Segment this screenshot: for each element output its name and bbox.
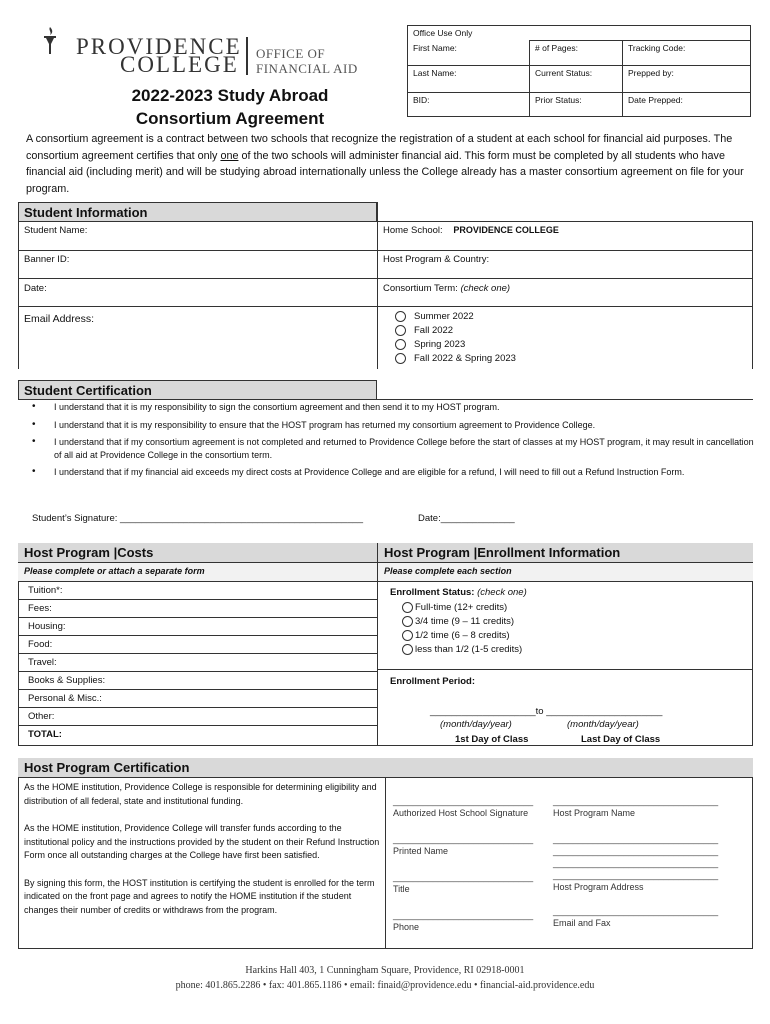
office-tracking: Tracking Code:	[623, 41, 751, 66]
cost-travel[interactable]: Travel:	[18, 654, 377, 672]
cost-housing[interactable]: Housing:	[18, 618, 377, 636]
signature-line: ____________________________	[393, 872, 534, 882]
host-cert-divider	[385, 778, 386, 949]
email-fax-field[interactable]	[553, 906, 718, 928]
signature-line: _________________________________	[553, 796, 719, 806]
host-program-name-field[interactable]	[553, 796, 718, 818]
term-option[interactable]	[395, 310, 516, 324]
host-cert-header: Host Program Certification	[18, 758, 753, 778]
signature-line: ____________________________	[393, 796, 534, 806]
email-fax-label: Email and Fax	[553, 918, 611, 928]
intro-paragraph	[26, 131, 756, 197]
logo-office-line2: FINANCIAL AID	[256, 61, 358, 76]
home-school-value: PROVIDENCE COLLEGE	[453, 225, 559, 235]
costs-list	[18, 582, 377, 744]
signature-line: _________________________________	[553, 906, 719, 916]
office-first-name: First Name:	[408, 41, 530, 66]
certification-list	[22, 401, 754, 484]
consortium-term	[383, 283, 510, 294]
certification-item: • I understand that it is my responsibility to sign the consortium agreement and then send it to my HOST program.	[22, 401, 754, 414]
title-line1: 2022-2023 Study Abroad	[131, 86, 329, 105]
intro-part1: A consortium agreement is a contract between two schools that recognize the registration of a student at each school for financial aid purposes. The consortium agreement certifies that only	[26, 133, 733, 162]
last-day-label: Last Day of Class	[581, 734, 661, 745]
term-hint: (check one)	[460, 283, 511, 294]
radio-icon[interactable]	[395, 339, 406, 350]
title-label: Title	[393, 884, 410, 894]
radio-icon[interactable]	[395, 353, 406, 364]
office-last-name: Last Name:	[408, 66, 530, 93]
status-option-label: 3/4 time (9 – 11 credits)	[415, 616, 515, 627]
term-options	[395, 310, 516, 366]
email-field[interactable]: Email Address:	[24, 313, 95, 325]
office-use-header: Office Use Only	[408, 26, 751, 41]
intro-part2: of the two schools will administer financial aid. This form must be completed by all students who have financial aid (including merit) and will be studying abroad internationally unless the College already has a master consortium agreement on file for your program.	[26, 149, 744, 195]
certification-header: Student Certification	[18, 380, 377, 400]
signature-date-field[interactable]: Date:______________	[418, 513, 515, 524]
banner-id-field[interactable]: Banner ID:	[24, 254, 70, 265]
cost-personal[interactable]: Personal & Misc.:	[18, 690, 377, 708]
costs-subheader: Please complete or attach a separate form	[18, 563, 377, 582]
host-cert-p3: By signing this form, the HOST institution is certifying the student is enrolled for the term indicated on the front page and agrees to notify the HOME institution if the student changes their number of credits or withdraws from the program.	[24, 877, 375, 915]
radio-icon[interactable]	[402, 602, 413, 613]
office-pages: # of Pages:	[530, 41, 623, 66]
logo-divider	[246, 37, 248, 75]
printed-label: Printed Name	[393, 846, 449, 856]
student-info-divider	[377, 202, 378, 369]
office-bid: BID:	[408, 93, 530, 117]
office-use-table	[407, 25, 751, 117]
logo-providence: PROVIDENCE	[76, 34, 242, 59]
enrollment-subheader: Please complete each section	[377, 563, 753, 582]
status-option-label: less than 1/2 (1-5 credits)	[415, 644, 523, 655]
cost-tuition[interactable]: Tuition*:	[18, 582, 377, 600]
term-option-label: Fall 2022 & Spring 2023	[414, 353, 516, 364]
home-school-label: Home School:	[383, 225, 443, 236]
status-option[interactable]	[402, 615, 522, 629]
radio-icon[interactable]	[402, 644, 413, 655]
cost-books[interactable]: Books & Supplies:	[18, 672, 377, 690]
authorized-signature-field[interactable]	[393, 796, 533, 818]
status-option[interactable]	[402, 629, 522, 643]
home-school	[383, 225, 559, 236]
printed-name-field[interactable]	[393, 834, 533, 856]
phone-field[interactable]	[393, 910, 533, 932]
office-prepped-by: Prepped by:	[623, 66, 751, 93]
radio-icon[interactable]	[395, 325, 406, 336]
student-name-field[interactable]: Student Name:	[24, 225, 88, 236]
title-field[interactable]	[393, 872, 533, 894]
enrollment-status-label: Enrollment Status:	[390, 587, 475, 598]
signature-line: ____________________________	[393, 910, 534, 920]
enrollment-period-label: Enrollment Period:	[390, 676, 475, 687]
signature-line: _________________________________	[553, 834, 719, 844]
certification-item: • I understand that it is my responsibility to ensure that the HOST program has returned my consortium agreement to Providence College.	[22, 419, 754, 432]
authorized-label: Authorized Host School Signature	[393, 808, 529, 818]
certification-rule	[18, 399, 753, 400]
host-cert-p2: As the HOME institution, Providence College will transfer funds according to the institutional policy and the instructions provided by the student on their Refund Instruction Form once all outstanding charges at the College have first been satisfied.	[24, 823, 380, 860]
signature-line: _________________________________	[553, 858, 719, 868]
signature-line: _________________________________	[553, 846, 719, 856]
host-cert-p1: As the HOME institution, Providence College is responsible for determining eligibility and distribution of all federal, state and institutional funding.	[24, 782, 377, 806]
student-info-header: Student Information	[18, 202, 377, 222]
term-label: Consortium Term:	[383, 283, 458, 294]
host-program-field[interactable]: Host Program & Country:	[383, 254, 490, 265]
row-divider	[18, 306, 753, 307]
logo-college: COLLEGE	[120, 52, 239, 77]
office-prior-status: Prior Status:	[530, 93, 623, 117]
mdy-end: (month/day/year)	[567, 719, 639, 730]
term-option[interactable]	[395, 338, 516, 352]
certification-item: • I understand that if my financial aid exceeds my direct costs at Providence College and are eligible for a refund, I will need to fill out a Refund Instruction Form.	[22, 466, 754, 479]
term-option[interactable]	[395, 352, 516, 366]
enrollment-period-field[interactable]: ____________________to ______________________	[430, 706, 663, 717]
row-divider	[18, 250, 753, 251]
cost-fees[interactable]: Fees:	[18, 600, 377, 618]
enrollment-header: Host Program |Enrollment Information	[377, 543, 753, 563]
office-current-status: Current Status:	[530, 66, 623, 93]
enrollment-status	[390, 587, 527, 598]
radio-icon[interactable]	[402, 616, 413, 627]
status-option[interactable]	[402, 601, 522, 615]
logo-office	[256, 46, 358, 76]
status-option[interactable]	[402, 643, 522, 657]
cost-food[interactable]: Food:	[18, 636, 377, 654]
logo-office-line1: OFFICE OF	[256, 46, 326, 61]
footer-contact: phone: 401.865.2286 • fax: 401.865.1186 • email: finaid@providence.edu • financial-aid.providence.edu	[175, 980, 595, 991]
intro-emphasis: one	[220, 149, 239, 162]
office-date-prepped: Date Prepped:	[623, 93, 751, 117]
enrollment-rule	[377, 669, 753, 670]
term-option-label: Summer 2022	[414, 311, 474, 322]
footer-address: Harkins Hall 403, 1 Cunningham Square, Providence, RI 02918-0001	[245, 965, 525, 976]
host-program-divider	[377, 582, 378, 746]
term-option[interactable]	[395, 324, 516, 338]
page-title	[80, 84, 380, 130]
host-cert-text	[24, 781, 382, 917]
host-name-label: Host Program Name	[553, 808, 636, 818]
enrollment-status-options	[402, 601, 522, 657]
term-option-label: Spring 2023	[414, 339, 466, 350]
costs-header: Host Program |Costs	[18, 543, 377, 563]
student-info-box	[18, 221, 753, 369]
term-option-label: Fall 2022	[414, 325, 454, 336]
status-option-label: Full-time (12+ credits)	[415, 602, 508, 613]
host-program-address-field[interactable]	[553, 834, 718, 892]
certification-item: • I understand that if my consortium agreement is not completed and returned to Providence College before the start of classes at my HOST program, it may result in cancellation of all aid at Providence College in the consortium term.	[22, 436, 754, 461]
phone-label: Phone	[393, 922, 420, 932]
student-signature-field[interactable]: Student’s Signature: ______________________________________________	[32, 513, 364, 524]
signature-line: ____________________________	[393, 834, 534, 844]
row-divider	[18, 278, 753, 279]
enrollment-status-hint: (check one)	[477, 587, 527, 598]
date-field[interactable]: Date:	[24, 283, 47, 294]
radio-icon[interactable]	[395, 311, 406, 322]
signature-line: _________________________________	[553, 870, 719, 880]
first-day-label: 1st Day of Class	[455, 734, 529, 745]
radio-icon[interactable]	[402, 630, 413, 641]
cost-total[interactable]: TOTAL:	[28, 729, 62, 740]
title-line2: Consortium Agreement	[135, 109, 325, 128]
torch-icon	[42, 27, 58, 55]
host-address-label: Host Program Address	[553, 882, 644, 892]
mdy-start: (month/day/year)	[440, 719, 512, 730]
status-option-label: 1/2 time (6 – 8 credits)	[415, 630, 510, 641]
cost-other[interactable]: Other:	[18, 708, 377, 726]
